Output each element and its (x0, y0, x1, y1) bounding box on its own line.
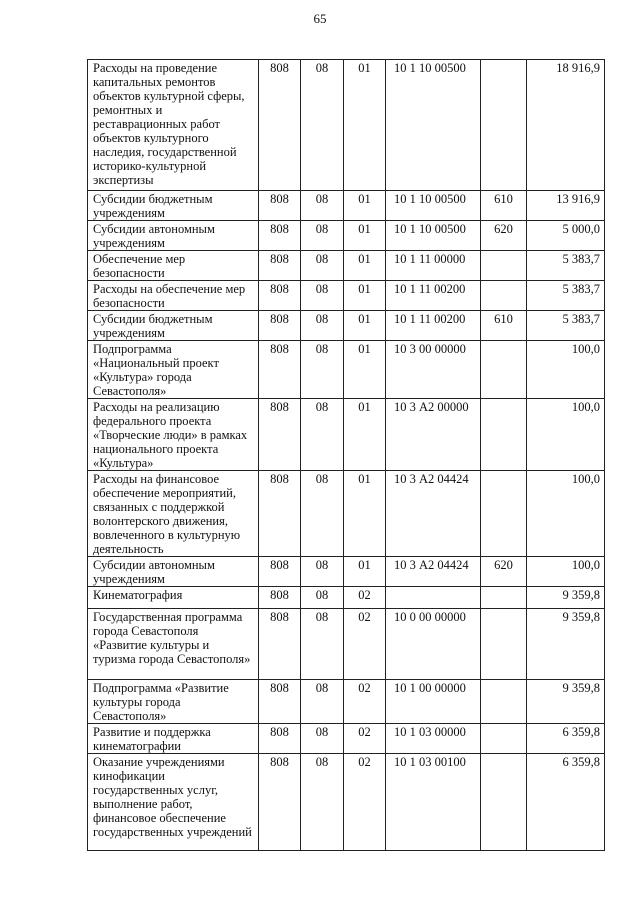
table-row (88, 609, 605, 680)
row-subsection-code: 01 (344, 221, 386, 251)
row-expense-type (481, 680, 527, 724)
row-subsection-code: 02 (344, 609, 386, 680)
row-name: Кинематография (88, 587, 259, 609)
row-name: Подпрограмма «Развитие культуры города Севастополя» (88, 680, 259, 724)
table-row (88, 191, 605, 221)
row-ministry-code: 808 (259, 557, 301, 587)
row-name: Развитие и поддержка кинематографии (88, 724, 259, 754)
row-name: Оказание учреждениями кинофикации государственных услуг, выполнение работ, финансовое обеспечение государственных учреждений (88, 754, 259, 851)
row-amount: 100,0 (527, 341, 605, 399)
table-row (88, 724, 605, 754)
row-target-code: 10 1 03 00100 (386, 754, 481, 851)
row-ministry-code: 808 (259, 221, 301, 251)
table-row (88, 341, 605, 399)
row-subsection-code: 01 (344, 399, 386, 471)
row-expense-type (481, 587, 527, 609)
row-subsection-code: 01 (344, 60, 386, 191)
row-amount: 18 916,9 (527, 60, 605, 191)
row-section-code: 08 (301, 557, 344, 587)
row-expense-type (481, 399, 527, 471)
row-section-code: 08 (301, 609, 344, 680)
row-amount: 9 359,8 (527, 609, 605, 680)
row-amount: 6 359,8 (527, 724, 605, 754)
row-name: Субсидии бюджетным учреждениям (88, 311, 259, 341)
table-row (88, 281, 605, 311)
table-row (88, 221, 605, 251)
row-name: Расходы на финансовое обеспечение мероприятий, связанных с поддержкой волонтерского движения, вовлеченного в культурную деятельность (88, 471, 259, 557)
row-target-code (386, 587, 481, 609)
row-section-code: 08 (301, 680, 344, 724)
row-amount: 5 000,0 (527, 221, 605, 251)
row-expense-type: 620 (481, 557, 527, 587)
row-ministry-code: 808 (259, 251, 301, 281)
row-ministry-code: 808 (259, 680, 301, 724)
row-target-code: 10 1 10 00500 (386, 221, 481, 251)
row-name: Субсидии бюджетным учреждениям (88, 191, 259, 221)
row-section-code: 08 (301, 311, 344, 341)
row-ministry-code: 808 (259, 754, 301, 851)
table-row (88, 471, 605, 557)
row-subsection-code: 01 (344, 471, 386, 557)
row-subsection-code: 01 (344, 557, 386, 587)
row-expense-type (481, 341, 527, 399)
table-row (88, 311, 605, 341)
table-row (88, 754, 605, 851)
budget-table (87, 59, 605, 851)
row-expense-type (481, 471, 527, 557)
row-amount: 9 359,8 (527, 587, 605, 609)
row-subsection-code: 01 (344, 281, 386, 311)
row-expense-type (481, 281, 527, 311)
row-ministry-code: 808 (259, 587, 301, 609)
row-ministry-code: 808 (259, 724, 301, 754)
row-section-code: 08 (301, 399, 344, 471)
row-subsection-code: 02 (344, 587, 386, 609)
row-ministry-code: 808 (259, 471, 301, 557)
table-row (88, 399, 605, 471)
row-name: Субсидии автономным учреждениям (88, 557, 259, 587)
row-expense-type: 610 (481, 191, 527, 221)
row-target-code: 10 1 10 00500 (386, 60, 481, 191)
row-section-code: 08 (301, 587, 344, 609)
row-amount: 6 359,8 (527, 754, 605, 851)
row-ministry-code: 808 (259, 311, 301, 341)
row-subsection-code: 02 (344, 754, 386, 851)
row-target-code: 10 1 11 00000 (386, 251, 481, 281)
row-name: Государственная программа города Севастополя «Развитие культуры и туризма города Севастополя» (88, 609, 259, 680)
row-subsection-code: 02 (344, 680, 386, 724)
row-ministry-code: 808 (259, 191, 301, 221)
row-amount: 100,0 (527, 399, 605, 471)
table-row (88, 251, 605, 281)
row-amount: 13 916,9 (527, 191, 605, 221)
row-expense-type: 610 (481, 311, 527, 341)
row-target-code: 10 1 11 00200 (386, 311, 481, 341)
row-target-code: 10 3 А2 04424 (386, 557, 481, 587)
table-row (88, 587, 605, 609)
row-expense-type (481, 724, 527, 754)
row-name: Расходы на проведение капитальных ремонтов объектов культурной сферы, ремонтных и реставрационных работ объектов культурного наследия, государственной историко-культурной экспертизы (88, 60, 259, 191)
row-amount: 100,0 (527, 471, 605, 557)
row-section-code: 08 (301, 221, 344, 251)
row-name: Расходы на реализацию федерального проекта «Творческие люди» в рамках национального проекта «Культура» (88, 399, 259, 471)
row-target-code: 10 1 11 00200 (386, 281, 481, 311)
row-name: Субсидии автономным учреждениям (88, 221, 259, 251)
row-section-code: 08 (301, 251, 344, 281)
row-ministry-code: 808 (259, 341, 301, 399)
row-subsection-code: 01 (344, 311, 386, 341)
row-target-code: 10 1 10 00500 (386, 191, 481, 221)
row-amount: 9 359,8 (527, 680, 605, 724)
row-name: Расходы на обеспечение мер безопасности (88, 281, 259, 311)
row-ministry-code: 808 (259, 60, 301, 191)
row-amount: 100,0 (527, 557, 605, 587)
row-ministry-code: 808 (259, 399, 301, 471)
row-section-code: 08 (301, 724, 344, 754)
page-number: 65 (313, 11, 327, 26)
row-section-code: 08 (301, 471, 344, 557)
row-name: Обеспечение мер безопасности (88, 251, 259, 281)
row-expense-type (481, 609, 527, 680)
row-amount: 5 383,7 (527, 251, 605, 281)
row-target-code: 10 3 А2 00000 (386, 399, 481, 471)
row-expense-type (481, 251, 527, 281)
row-subsection-code: 01 (344, 191, 386, 221)
row-section-code: 08 (301, 341, 344, 399)
table-row (88, 680, 605, 724)
row-expense-type (481, 754, 527, 851)
row-amount: 5 383,7 (527, 311, 605, 341)
row-target-code: 10 0 00 00000 (386, 609, 481, 680)
row-expense-type: 620 (481, 221, 527, 251)
row-target-code: 10 3 А2 04424 (386, 471, 481, 557)
row-section-code: 08 (301, 754, 344, 851)
row-subsection-code: 01 (344, 251, 386, 281)
row-section-code: 08 (301, 281, 344, 311)
row-section-code: 08 (301, 60, 344, 191)
table-row (88, 557, 605, 587)
row-target-code: 10 3 00 00000 (386, 341, 481, 399)
row-expense-type (481, 60, 527, 191)
row-ministry-code: 808 (259, 281, 301, 311)
row-section-code: 08 (301, 191, 344, 221)
row-subsection-code: 01 (344, 341, 386, 399)
table-row (88, 60, 605, 191)
row-ministry-code: 808 (259, 609, 301, 680)
row-target-code: 10 1 00 00000 (386, 680, 481, 724)
row-name: Подпрограмма «Национальный проект «Культура» города Севастополя» (88, 341, 259, 399)
row-subsection-code: 02 (344, 724, 386, 754)
row-target-code: 10 1 03 00000 (386, 724, 481, 754)
row-amount: 5 383,7 (527, 281, 605, 311)
